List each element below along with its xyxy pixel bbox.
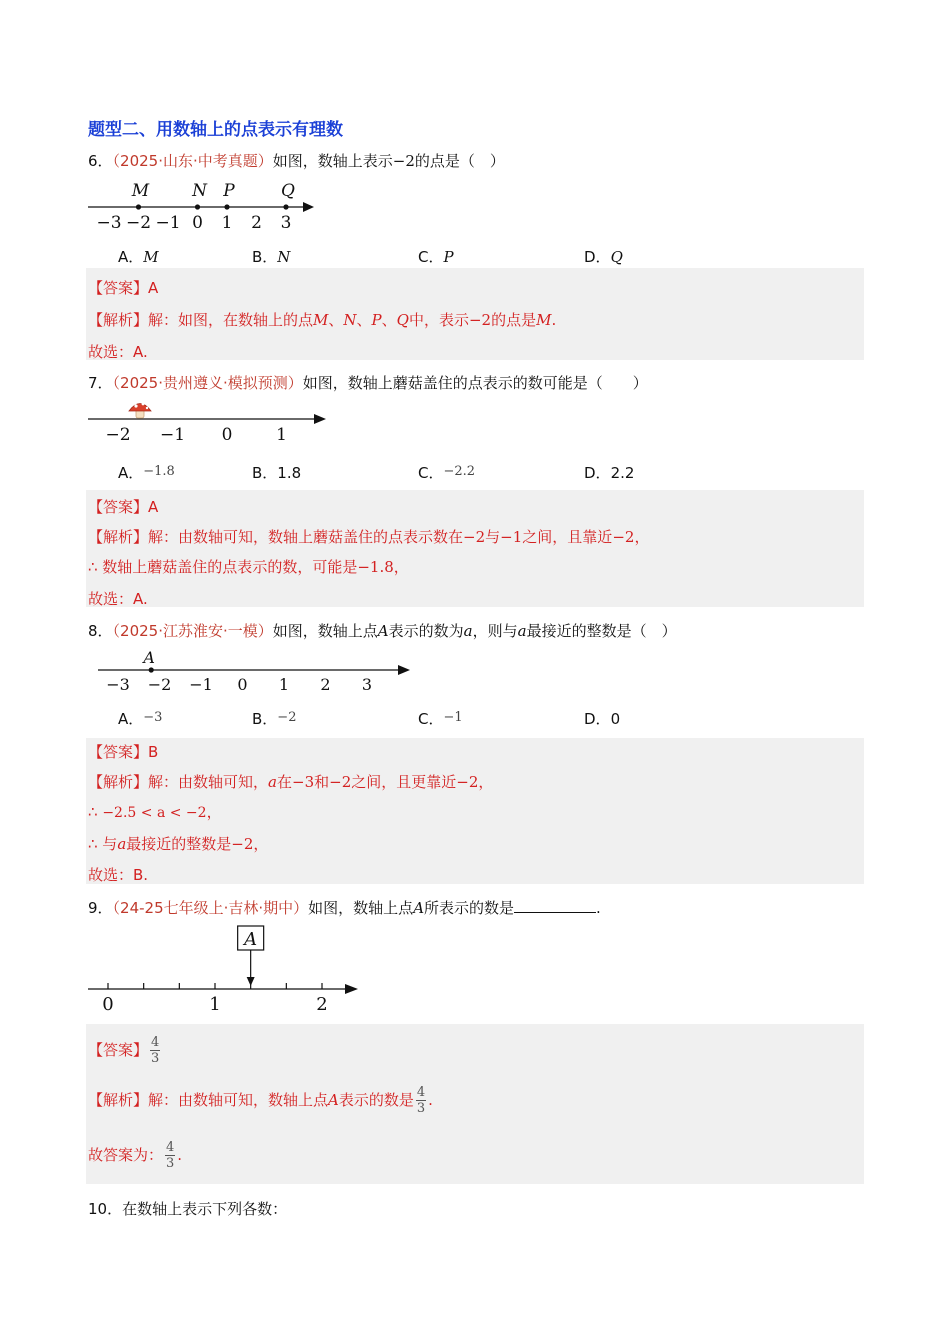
tick-label: −1 (189, 675, 213, 694)
option-d[interactable]: D．Q (584, 248, 623, 266)
tick-label: 0 (221, 425, 233, 445)
answer-blank[interactable] (514, 898, 596, 913)
answer-line: 【答案】A (88, 279, 159, 297)
tick-label: 2 (320, 675, 331, 694)
tick-label: 1 (221, 213, 233, 233)
point-label: P (223, 181, 235, 201)
option-b[interactable]: B．1.8 (252, 464, 302, 482)
tick-label: 0 (102, 994, 114, 1014)
option-d[interactable]: D．0 (584, 710, 621, 728)
mushroom-icon (129, 403, 151, 418)
answer-line: 【答案】 $\frac{4}{3}$ (88, 1035, 160, 1066)
answer-box-q8 (86, 738, 864, 884)
answer-box-q9 (86, 1024, 864, 1184)
option-a[interactable]: A．−3 (118, 710, 163, 728)
question-10-stem: 10．在数轴上表示下列各数： (88, 1200, 288, 1218)
analysis-line: 【解析】解：如图，在数轴上的点M、N、P、Q中，表示−2的点是M. (88, 311, 557, 329)
answer-line: 【答案】A (88, 498, 159, 516)
analysis-line-2: ∴ −2.5 < a < −2， (88, 803, 222, 821)
tick-label: −2 (125, 213, 152, 233)
tick-label: −2 (105, 425, 131, 445)
tick-label: 2 (251, 213, 262, 233)
analysis-line-3: ∴ 与a最接近的整数是−2， (88, 835, 269, 853)
axis-point (224, 204, 229, 209)
analysis-line: 【解析】解：由数轴可知，数轴上蘑菇盖住的点表示数在−2与−1之间，且靠近−2， (88, 528, 650, 546)
option-b[interactable]: B．N (252, 248, 291, 266)
conclusion-line: 故选：B. (88, 866, 149, 884)
question-source: （2025·山东·中考真题） (112, 152, 273, 170)
number-line-q9 (86, 922, 366, 1014)
question-8-stem: 8．（2025·江苏淮安·一模）如图，数轴上点A表示的数为a，则与a最接近的整数是（ ） (88, 622, 677, 640)
option-c[interactable]: C．P (418, 248, 454, 266)
axis-point (136, 204, 141, 209)
point-label: A (143, 648, 155, 667)
point-label: Q (281, 181, 295, 201)
conclusion-line: 故选：A. (88, 590, 148, 608)
option-a[interactable]: A．M (118, 248, 159, 266)
tick-label: 3 (280, 213, 292, 233)
tick-label: 2 (316, 994, 328, 1014)
axis-point (283, 204, 288, 209)
question-7-stem: 7．（2025·贵州遵义·模拟预测）如图，数轴上蘑菇盖住的点表示的数可能是（ ） (88, 374, 648, 392)
tick-label: 3 (361, 675, 373, 694)
number-line-q7 (86, 398, 336, 446)
axis-point (149, 667, 154, 672)
tick-label: 0 (237, 675, 248, 694)
conclusion-line: 故答案为： $\frac{4}{3}$ . (88, 1140, 183, 1171)
tick-label: 1 (278, 675, 290, 694)
tick-label: 1 (209, 994, 221, 1014)
tick-label: −2 (147, 675, 172, 694)
tick-label: −3 (106, 675, 130, 694)
tick-label: −1 (159, 425, 186, 445)
analysis-line: 【解析】解：由数轴可知，数轴上点A表示的数是 $\frac{4}{3}$ . (88, 1085, 433, 1116)
tick-label: 1 (276, 425, 287, 445)
answer-line: 【答案】B (88, 743, 159, 761)
option-b[interactable]: B．−2 (252, 710, 297, 728)
analysis-line: 【解析】解：由数轴可知，a在−3和−2之间，且更靠近−2， (88, 773, 494, 791)
number-line-q8 (96, 646, 416, 696)
option-c[interactable]: C．−2.2 (418, 464, 476, 482)
number-line-q6 (86, 176, 326, 234)
question-6-stem: 6．（2025·山东·中考真题）如图，数轴上表示−2的点是（ ） (88, 152, 505, 170)
option-a[interactable]: A．−1.8 (118, 464, 175, 482)
point-label: N (192, 181, 207, 201)
point-label: A (244, 929, 258, 950)
answer-box-q7 (86, 490, 864, 607)
answer-box-q6 (86, 268, 864, 360)
question-9-stem: 9．（24-25七年级上·吉林·期中）如图，数轴上点A所表示的数是 . (88, 899, 601, 917)
axis-point (195, 204, 200, 209)
question-number: 6． (88, 152, 113, 170)
tick-label: 0 (192, 213, 203, 233)
section-title: 题型二、用数轴上的点表示有理数 (88, 120, 343, 140)
point-label: M (131, 181, 150, 201)
conclusion-line: 故选：A. (88, 343, 148, 361)
tick-label: −3 (96, 213, 122, 233)
pointer-arrowhead (247, 977, 255, 986)
analysis-line-2: ∴ 数轴上蘑菇盖住的点表示的数，可能是−1.8， (88, 558, 409, 576)
option-c[interactable]: C．−1 (418, 710, 463, 728)
option-d[interactable]: D．2.2 (584, 464, 635, 482)
tick-label: −1 (155, 213, 181, 233)
